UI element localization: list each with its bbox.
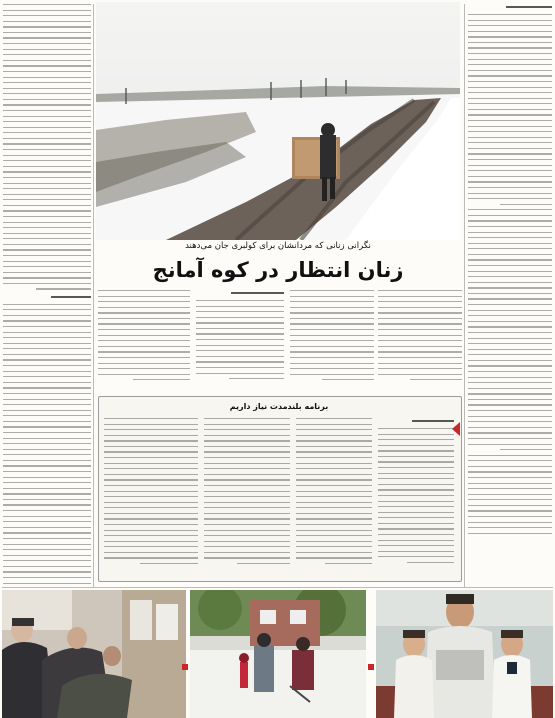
right-column (468, 4, 552, 534)
body-column-4 (98, 290, 190, 392)
photo-credit-tag (182, 664, 188, 670)
article-kicker: نگرانی زنانی که مردانشان برای کولبری جان می‌دهند (185, 241, 371, 251)
left-column (3, 4, 91, 584)
article-headline: زنان انتظار در کوه آمانج (152, 258, 404, 282)
body-column-2 (290, 290, 374, 392)
main-photo (96, 2, 460, 240)
bottom-center-photo (190, 590, 366, 718)
box-column-2 (296, 418, 372, 576)
box-column-4 (104, 418, 198, 576)
bottom-left-photo (2, 590, 186, 718)
box-column-3 (204, 418, 290, 576)
body-column-3 (196, 290, 284, 392)
photo-credit-tag (368, 664, 374, 670)
bottom-right-photo (376, 590, 553, 718)
interview-box-title: برنامه بلندمدت نیاز داریم (229, 402, 329, 411)
box-column-1 (378, 418, 454, 576)
body-column-1 (378, 290, 462, 392)
